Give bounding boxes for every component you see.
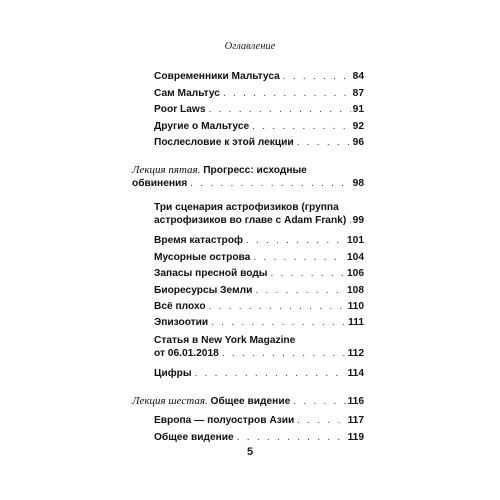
toc-leader xyxy=(293,395,345,408)
lecture-title: Прогресс: исходные xyxy=(200,165,307,176)
toc-entry-label: Время катастроф xyxy=(154,235,243,246)
toc-entry-label: Мусорные острова xyxy=(154,252,251,263)
toc-page-number: 119 xyxy=(347,432,364,443)
toc-entry[interactable] xyxy=(154,70,364,83)
toc-entry-label: Биоресурсы Земли xyxy=(154,285,253,296)
toc-entry-label-cont: от 06.01.2018 xyxy=(154,348,219,359)
toc-leader xyxy=(222,347,346,360)
toc-page-number: 96 xyxy=(352,137,364,148)
toc-entry[interactable] xyxy=(154,367,364,380)
toc-entry[interactable] xyxy=(154,284,364,297)
toc-page-number: 116 xyxy=(347,396,364,407)
toc-leader xyxy=(255,284,345,297)
toc-entry-label-cont: астрофизиков во главе с Adam Frank) xyxy=(154,215,347,226)
toc-page-number: 106 xyxy=(347,268,364,279)
toc-page-number: 91 xyxy=(352,104,364,115)
toc-page-number: 99 xyxy=(352,215,364,226)
toc-leader xyxy=(252,120,350,133)
toc-leader xyxy=(271,267,346,280)
toc-leader xyxy=(283,70,351,83)
lecture-title: Общее видение xyxy=(207,396,291,407)
toc-leader xyxy=(209,300,346,313)
toc-entry[interactable] xyxy=(154,234,364,247)
toc-leader xyxy=(190,177,350,190)
toc-entry-label: Общее видение xyxy=(154,432,234,443)
toc-leader xyxy=(209,103,351,116)
toc-entry[interactable] xyxy=(154,334,364,360)
toc-page-number: 117 xyxy=(347,415,364,426)
toc-page-number: 98 xyxy=(352,178,364,189)
toc-leader xyxy=(297,414,345,427)
toc-page-number: 111 xyxy=(348,317,364,328)
toc-entry-label: Современники Мальтуса xyxy=(154,71,280,82)
toc-leader xyxy=(349,214,350,227)
toc-page-number: 108 xyxy=(347,285,364,296)
page-number: 5 xyxy=(246,446,254,458)
toc-entry-label: Запасы пресной воды xyxy=(154,268,268,279)
toc-entry[interactable] xyxy=(154,414,364,427)
toc-page-number: 92 xyxy=(352,121,364,132)
toc-leader xyxy=(195,367,346,380)
toc-page-number: 101 xyxy=(347,235,364,246)
running-head: Оглавление xyxy=(224,41,276,52)
toc-entry-label: Сам Мальтус xyxy=(154,88,220,99)
toc-entry-label: Европа — полуостров Азии xyxy=(154,415,295,426)
toc-leader xyxy=(237,431,346,444)
toc-page-number: 112 xyxy=(347,348,364,359)
toc-entry[interactable] xyxy=(154,267,364,280)
toc-leader xyxy=(253,251,345,264)
toc-entry-label: Статья в New York Magazine xyxy=(154,335,296,346)
toc-page-number: 87 xyxy=(352,88,364,99)
lecture-number: Лекция шестая. xyxy=(132,395,208,407)
toc-entry-label: Другие о Мальтусе xyxy=(154,121,250,132)
toc-entry[interactable] xyxy=(154,136,364,149)
toc-entry[interactable] xyxy=(154,120,364,133)
toc-leader xyxy=(223,87,351,100)
toc-entry-label: Послесловие к этой лекции xyxy=(154,137,294,148)
toc-entry[interactable] xyxy=(154,103,364,116)
lecture-number: Лекция пятая. xyxy=(132,164,201,176)
toc-entry-label: Три сценария астрофизиков (группа xyxy=(154,202,339,213)
toc-entry[interactable] xyxy=(154,316,364,329)
toc-page-number: 84 xyxy=(352,71,364,82)
toc-entry[interactable] xyxy=(154,431,364,444)
toc-entry-label: Всё плохо xyxy=(154,301,206,312)
toc-leader xyxy=(246,234,345,247)
toc-page-number: 114 xyxy=(347,368,364,379)
lecture-title-cont: обвинения xyxy=(132,178,188,189)
toc-page-number: 104 xyxy=(347,252,364,263)
toc-entry[interactable] xyxy=(154,251,364,264)
toc-lecture-heading[interactable] xyxy=(132,395,364,408)
toc-leader xyxy=(211,316,346,329)
toc-entry[interactable] xyxy=(154,201,364,227)
toc-page-number: 110 xyxy=(347,301,364,312)
toc-entry[interactable] xyxy=(154,300,364,313)
toc-entry-label: Poor Laws xyxy=(154,104,206,115)
toc-entry[interactable] xyxy=(154,87,364,100)
toc-entry-label: Эпизоотии xyxy=(154,317,209,328)
toc-entry-label: Цифры xyxy=(154,368,192,379)
toc-leader xyxy=(297,136,351,149)
toc-lecture-heading[interactable] xyxy=(132,164,364,190)
